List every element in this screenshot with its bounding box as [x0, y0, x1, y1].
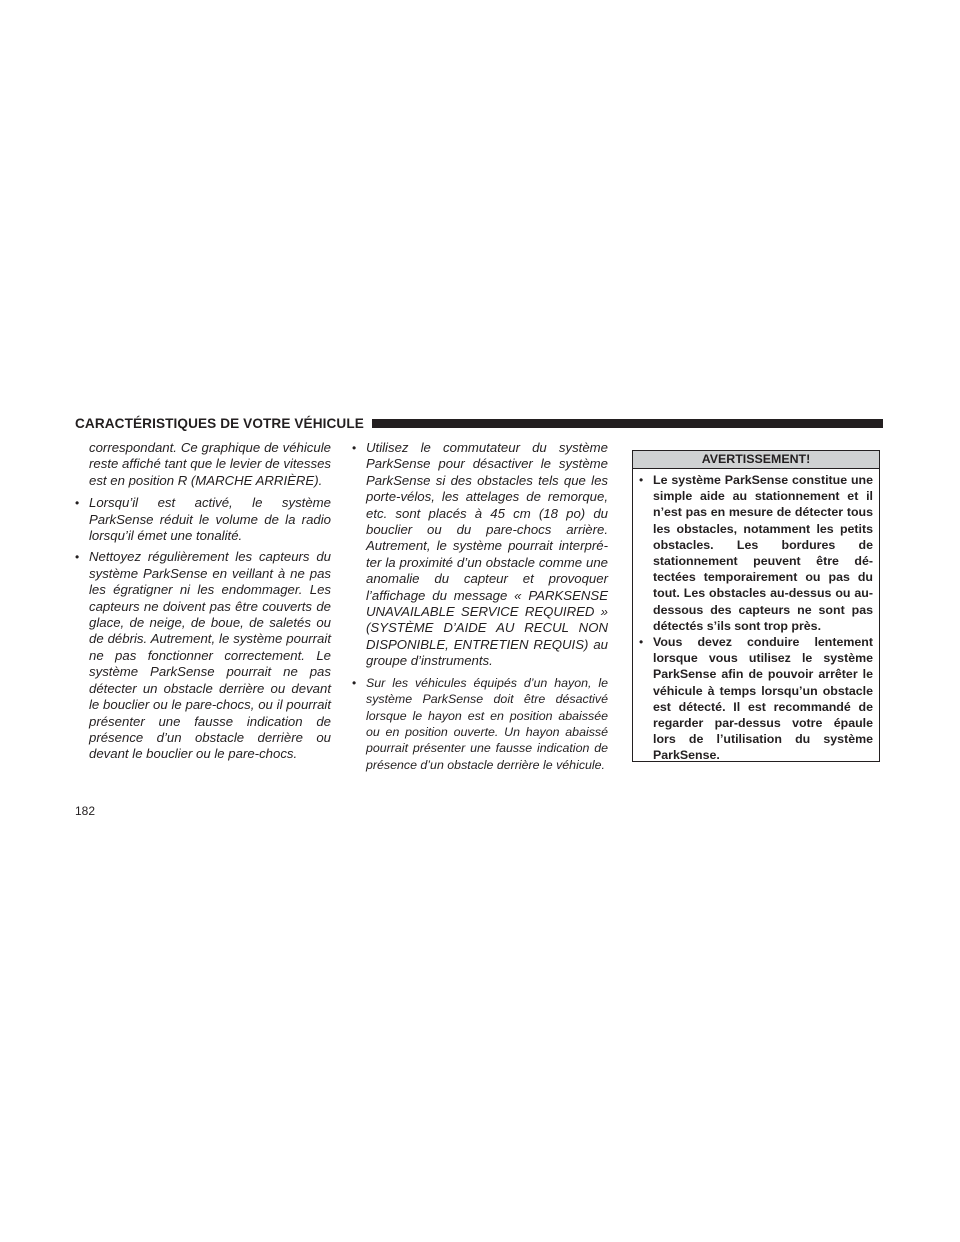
warning-title: AVERTISSEMENT! — [633, 451, 879, 469]
bullet-text: Sur les véhicules équipés d’un hayon, le système ParkSense doit être désactivé lorsque le hayon est en position abaissée ou en position ouverte. Un hayon abaissé pourrait présenter une fausse indication de présence d’un obstacle derrière le véhicule. — [366, 675, 608, 772]
bullet-text: Utilisez le commutateur du système ParkSense pour désactiver le système ParkSense si des obstacles tels que les porte-vélos, les attelages de remorque, etc. sont placés à 45 cm (18 po) du bouclier ou du pare-chocs arrière. Autrement, le système pourrait interpréter la proximité d’un obstacle comme une anomalie du capteur et provoquer l’affichage du message « PARKSENSE UNAVAILABLE SERVICE REQUIRED » (SYSTÈME D’AIDE AU RECUL NON DISPONIBLE, ENTRETIEN REQUIS) au groupe d’instruments. — [366, 440, 608, 669]
section-header — [75, 415, 883, 431]
bullet-marker: • — [639, 635, 644, 650]
left-column — [75, 440, 331, 763]
bullet-item — [352, 440, 608, 670]
bullet-marker: • — [75, 550, 80, 565]
warning-bullet — [639, 634, 873, 764]
middle-column — [352, 440, 608, 773]
continued-paragraph: correspondant. Ce graphique de véhicule reste affiché tant que le levier de vitesses est en position R (MARCHE ARRIÈRE). — [89, 440, 331, 488]
bullet-marker: • — [75, 496, 80, 511]
bullet-text: Lorsqu’il est activé, le système ParkSense réduit le volume de la radio lorsqu’il émet une tonalité. — [89, 495, 331, 544]
bullet-marker: • — [352, 675, 357, 690]
warning-box — [632, 450, 880, 762]
warning-body — [633, 469, 879, 764]
page-number: 182 — [75, 804, 96, 818]
bullet-marker: • — [352, 441, 357, 455]
warning-text: Le système ParkSense constitue une simple aide au stationnement et il n’est pas en mesure de détecter tous les obstacles, notamment les petits obstacles. Les bordures de stationnement peuvent être détectées temporairement ou pas du tout. Les obstacles au-dessus ou au-dessous des capteurs ne sont pas détectés s’ils sont trop près. — [653, 473, 873, 633]
header-rule — [372, 419, 883, 428]
bullet-text: Nettoyez régulièrement les capteurs du système ParkSense en veillant à ne pas les égratigner ni les endommager. Les capteurs ne doivent pas être couverts de glace, de neige, de boue, de saletés ou de débris. Autrement, le système pourrait ne pas fonctionner correctement. Le système ParkSense pourrait ne pas détecter un obstacle derrière ou devant le bouclier ou le pare-chocs, ou il pourrait présenter une fausse indication de présence d’un obstacle derrière ou devant le bouclier ou le pare-chocs. — [89, 549, 331, 762]
bullet-item — [75, 549, 331, 762]
bullet-item — [352, 675, 608, 773]
bullet-item — [75, 495, 331, 544]
section-title: CARACTÉRISTIQUES DE VOTRE VÉHICULE — [75, 415, 364, 431]
warning-bullet — [639, 472, 873, 634]
bullet-marker: • — [639, 473, 644, 487]
warning-text: Vous devez conduire lentement lorsque vous utilisez le système ParkSense afin de pouvoir arrêter le véhicule à temps lorsqu’un obstacle est détecté. Il est recommandé de regarder par-dessus votre épaule lors de l’utilisation du système ParkSense. — [653, 635, 873, 763]
